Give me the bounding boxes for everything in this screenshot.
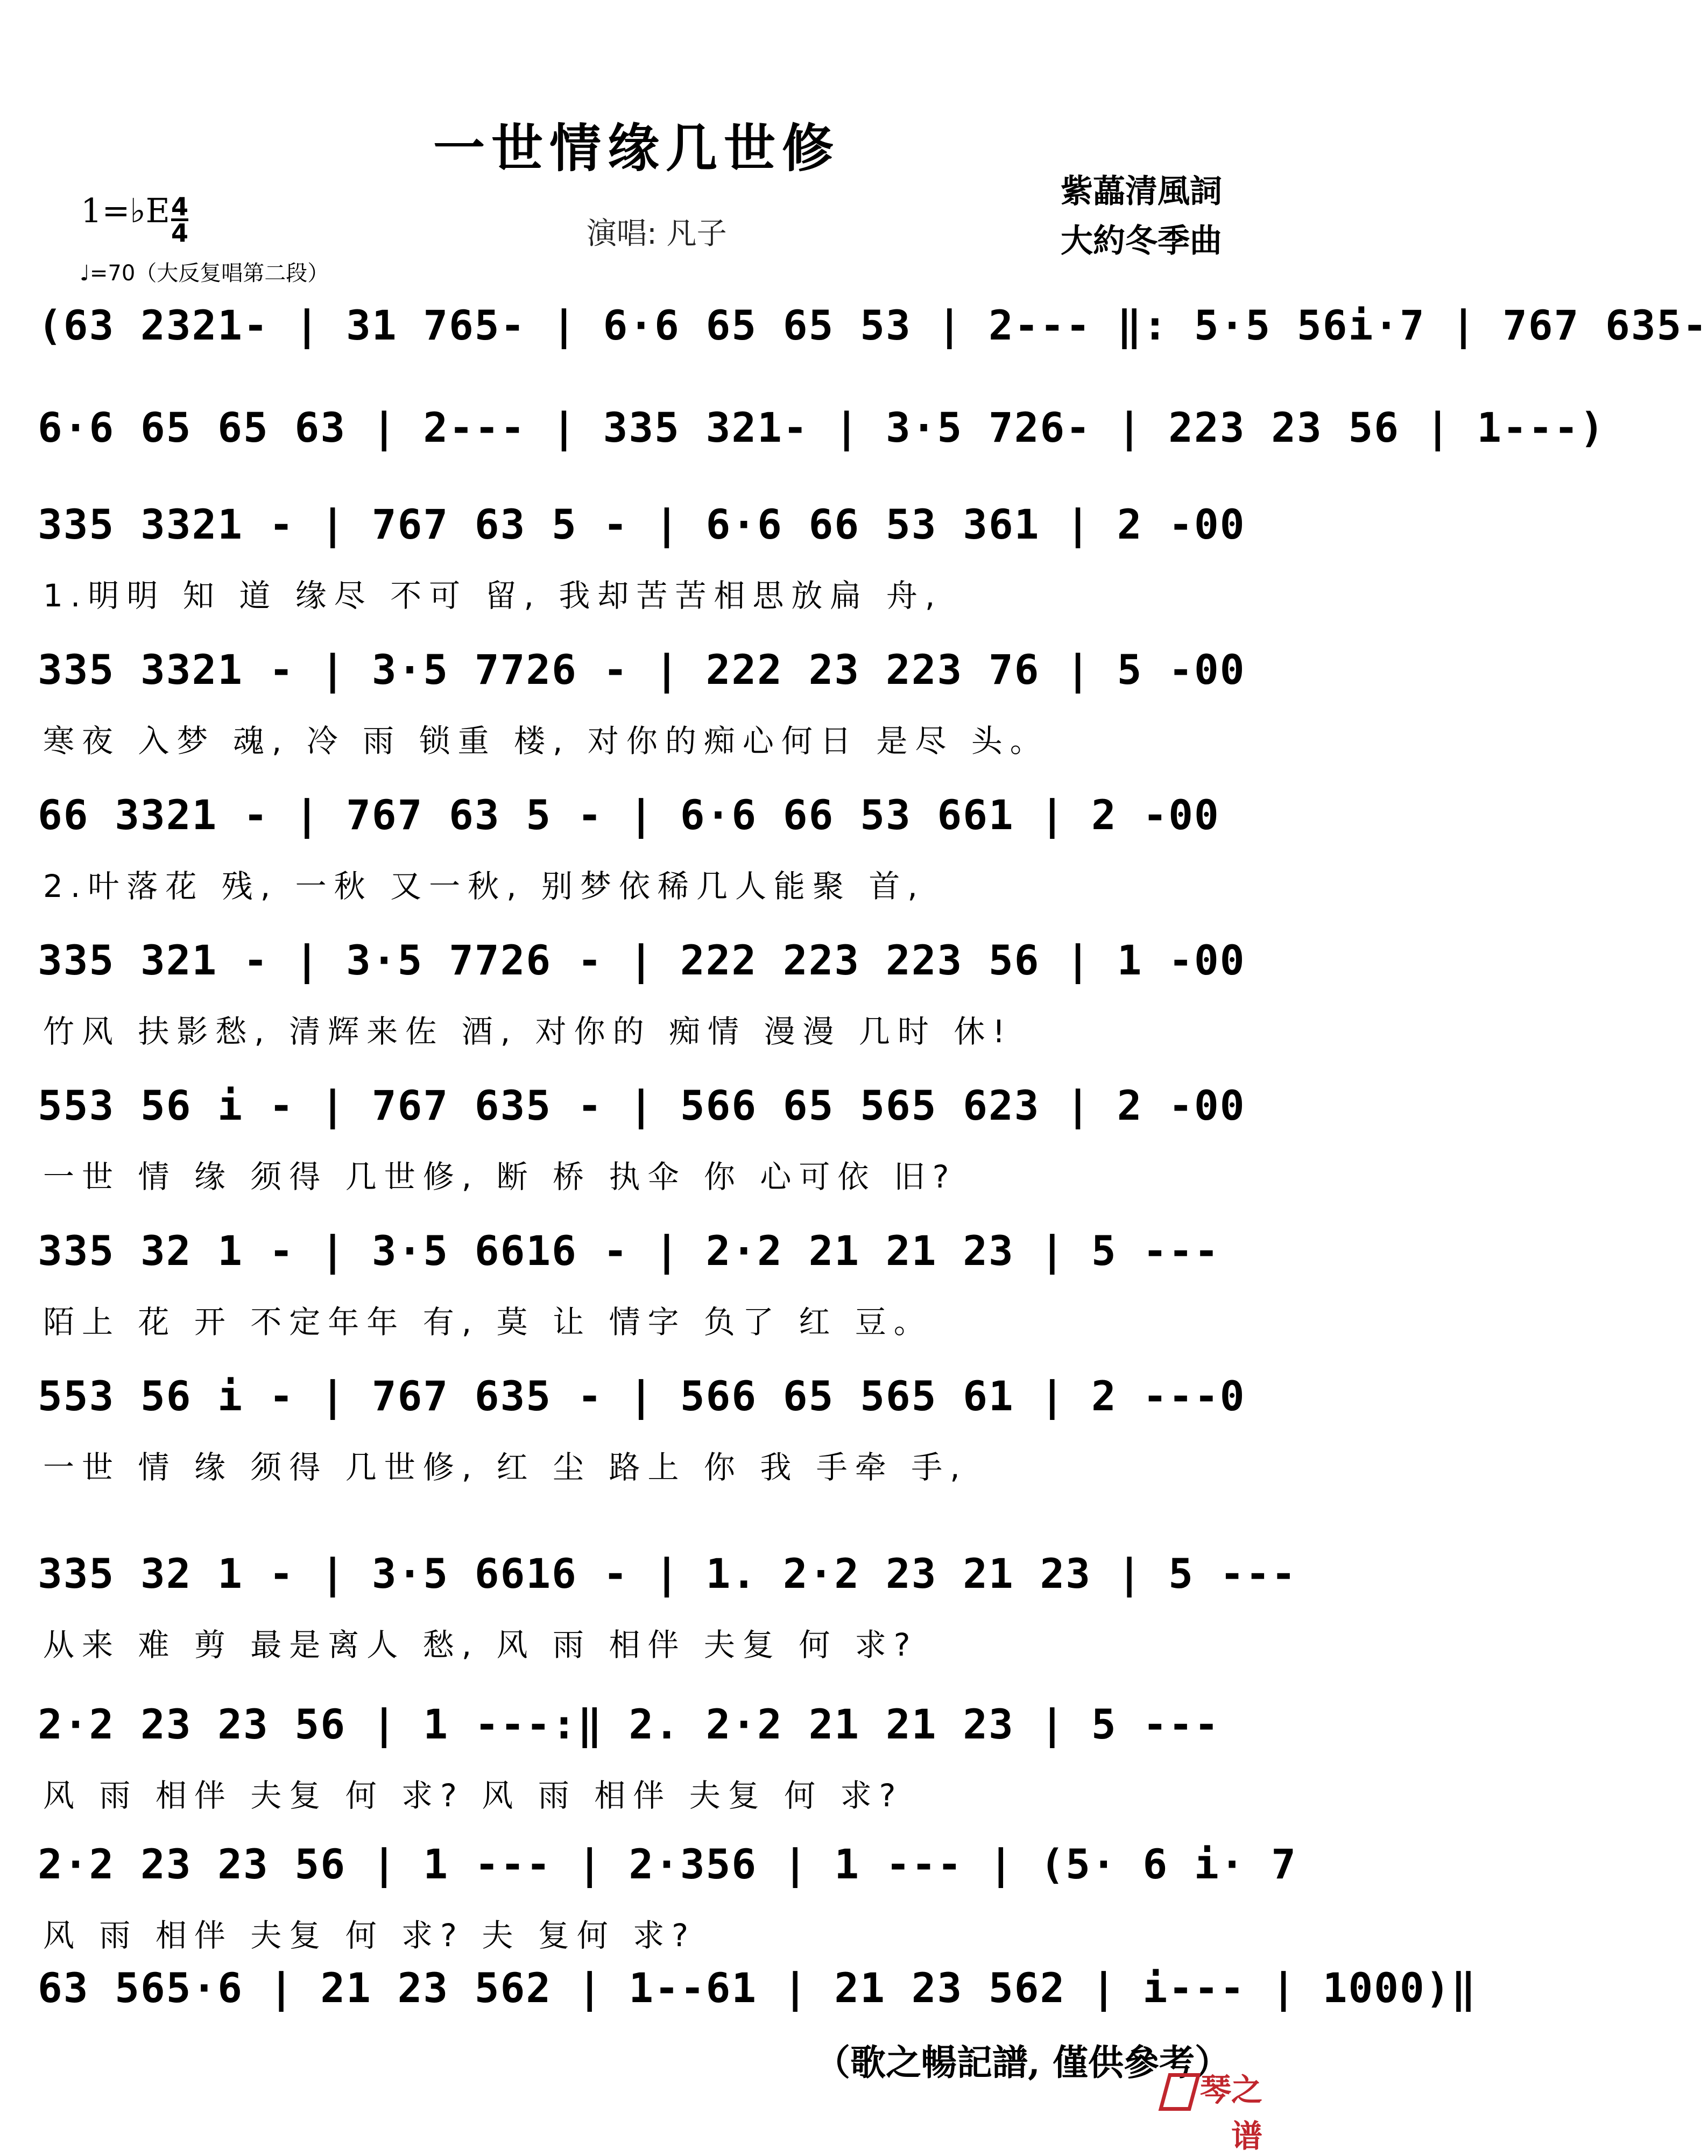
lyricist-credit: 紫藟清風詞 bbox=[1061, 173, 1222, 210]
notation: 553 56 i - | 767 635 - | 566 65 565 61 | 2 ---0 bbox=[38, 1372, 1246, 1420]
lyric-line: 2.叶落花 残, 一秋 又一秋, 别梦依稀几人能聚 首, bbox=[43, 868, 925, 904]
credits bbox=[1061, 167, 1222, 266]
tempo-marking: ♩=70（大反复唱第二段） bbox=[80, 261, 329, 286]
composer-credit: 大約冬季曲 bbox=[1061, 222, 1222, 260]
notation: 335 3321 - | 767 63 5 - | 6·6 66 53 361 | 2 -00 bbox=[38, 500, 1246, 548]
lyric-line: 一世 情 缘 须得 几世修, 红 尘 路上 你 我 手牵 手, bbox=[43, 1449, 968, 1486]
key-signature: 1=♭E bbox=[81, 191, 170, 230]
lyric-line: 风 雨 相伴 夫复 何 求? 风 雨 相伴 夫复 何 求? bbox=[43, 1777, 904, 1814]
lyric-line: 风 雨 相伴 夫复 何 求? 夫 复何 求? bbox=[43, 1917, 696, 1954]
notation: 335 321 - | 3·5 7726 - | 222 223 223 56 | 1 -00 bbox=[38, 936, 1246, 984]
notation: (63 2321- | 31 765- | 6·6 65 65 53 | 2--- ‖: 5·5 56i·7 | 767 635- bbox=[38, 301, 1708, 349]
notation: 335 32 1 - | 3·5 6616 - | 1. 2·2 23 21 23 | 5 --- bbox=[38, 1550, 1297, 1597]
singer-credit: 演唱: 凡子 bbox=[587, 216, 727, 251]
notation: 2·2 23 23 56 | 1 --- | 2·356 | 1 --- | (5· 6 i· 7 bbox=[38, 1840, 1297, 1888]
lyric-line: 1.明明 知 道 缘尽 不可 留, 我却苦苦相思放扁 舟, bbox=[43, 577, 943, 614]
lyric-line: 寒夜 入梦 魂, 冷 雨 锁重 楼, 对你的痴心何日 是尽 头。 bbox=[43, 723, 1049, 759]
notation: 2·2 23 23 56 | 1 ---:‖ 2. 2·2 21 21 23 | 5 --- bbox=[38, 1700, 1220, 1748]
lyric-line: 陌上 花 开 不定年年 有, 莫 让 情字 负了 红 豆。 bbox=[43, 1304, 933, 1340]
notation: 335 3321 - | 3·5 7726 - | 222 23 223 76 | 5 -00 bbox=[38, 646, 1246, 694]
logo-mark-icon bbox=[1159, 2073, 1201, 2111]
notation: 553 56 i - | 767 635 - | 566 65 565 623 | 2 -00 bbox=[38, 1081, 1246, 1129]
transcriber-note: （歌之暢記譜, 僅供參考） bbox=[815, 2041, 1230, 2083]
logo-text: 琴之谱 bbox=[1199, 2072, 1262, 2154]
notation: 66 3321 - | 767 63 5 - | 6·6 66 53 661 | 2 -00 bbox=[38, 791, 1220, 839]
meter-top: 4 bbox=[171, 192, 189, 221]
song-title: 一世情缘几世修 bbox=[433, 118, 840, 179]
time-signature bbox=[171, 192, 189, 248]
lyric-line: 从来 难 剪 最是离人 愁, 风 雨 相伴 夫复 何 求? bbox=[43, 1627, 918, 1663]
lyric-line: 竹风 扶影愁, 清辉来佐 酒, 对你的 痴情 漫漫 几时 休! bbox=[43, 1013, 1013, 1050]
lyric-line: 一世 情 缘 须得 几世修, 断 桥 执伞 你 心可依 旧? bbox=[43, 1158, 957, 1195]
notation: 63 565·6 | 21 23 562 | 1--61 | 21 23 562 | i--- | 1000)‖ bbox=[38, 1964, 1477, 2012]
notation: 335 32 1 - | 3·5 6616 - | 2·2 21 21 23 | 5 --- bbox=[38, 1227, 1220, 1275]
notation: 6·6 65 65 63 | 2--- | 335 321- | 3·5 726- | 223 23 56 | 1---) bbox=[38, 404, 1606, 451]
site-logo bbox=[1139, 2065, 1262, 2154]
meter-bottom: 4 bbox=[171, 218, 189, 248]
